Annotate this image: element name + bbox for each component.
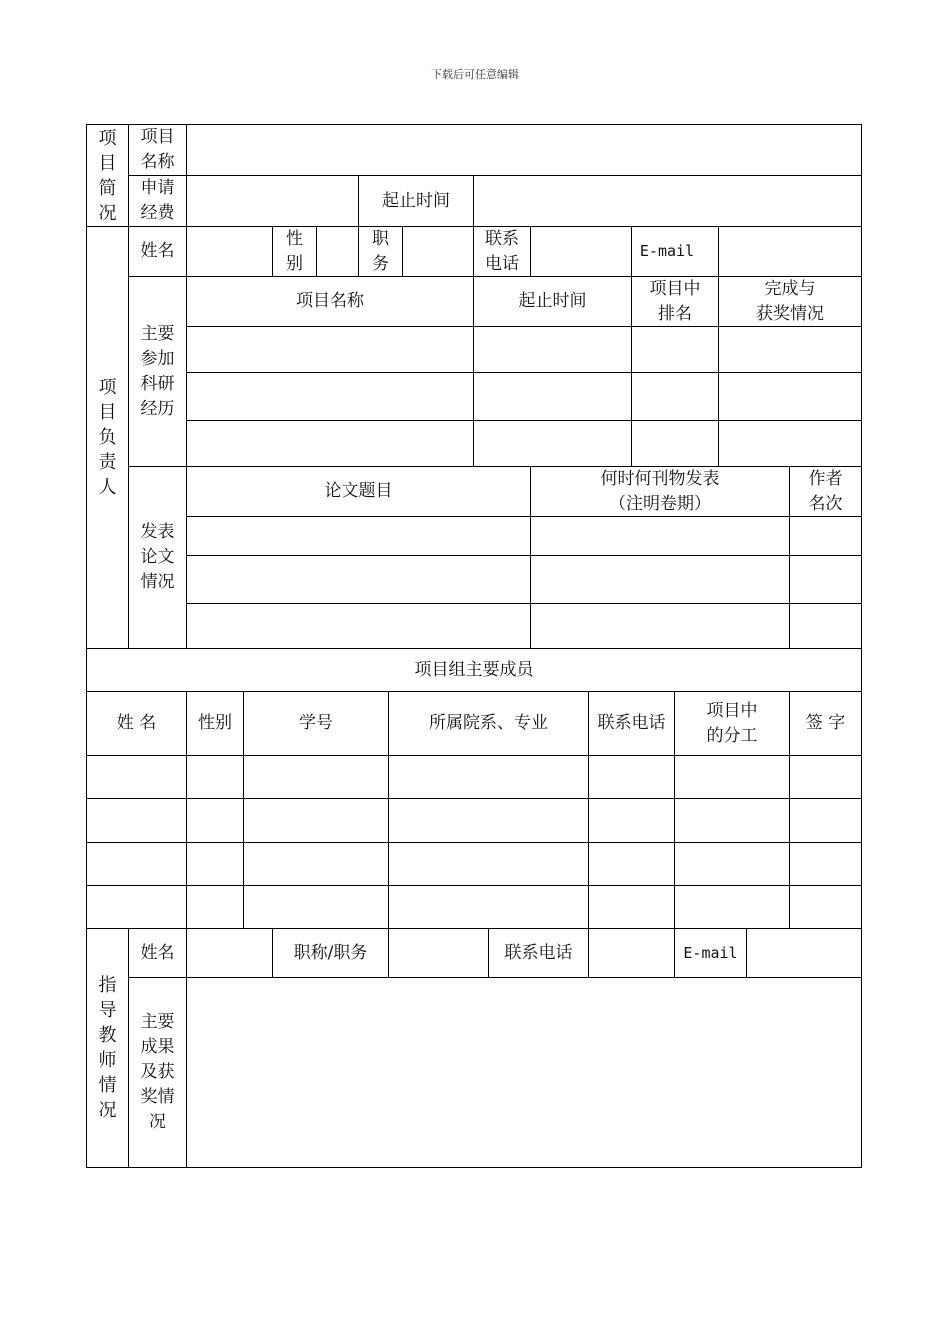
research-col-name: 项目名称 (296, 291, 364, 311)
member-row[interactable] (87, 843, 861, 885)
papers-label: 发表 论文 情况 (140, 522, 175, 592)
members-col-name: 姓 名 (116, 713, 157, 733)
advisor-title-label: 职称/职务 (293, 942, 368, 963)
leader-phone-label: 联系 电话 (485, 228, 519, 274)
research-row[interactable] (187, 421, 861, 466)
leader-name-label: 姓名 (140, 241, 175, 261)
research-row[interactable] (187, 327, 861, 372)
project-period-label: 起止时间 (382, 190, 450, 211)
overview-section-label: 项 目 简 况 (98, 127, 117, 224)
paper-row[interactable] (187, 517, 861, 555)
leader-gender-label: 性 别 (286, 228, 303, 274)
leader-email-label: E-mail (639, 242, 695, 260)
members-title: 项目组主要成员 (414, 659, 534, 680)
members-col-role: 项目中 的分工 (706, 700, 758, 746)
advisor-section-label: 指 导 教 师 情 况 (98, 975, 117, 1121)
funding-field[interactable] (187, 176, 358, 226)
member-row[interactable] (87, 799, 861, 842)
paper-row[interactable] (187, 556, 861, 603)
advisor-email-label: E-mail (683, 943, 738, 962)
members-col-phone: 联系电话 (597, 713, 666, 733)
leader-email-field[interactable] (719, 227, 861, 276)
members-col-sign: 签 字 (805, 713, 846, 733)
members-col-gender: 性别 (198, 713, 232, 733)
advisor-name-label: 姓名 (140, 942, 175, 963)
leader-position-label: 职 务 (372, 228, 389, 274)
member-row[interactable] (87, 756, 861, 798)
leader-phone-field[interactable] (531, 227, 631, 276)
header-note: 下载后可任意编辑 (431, 68, 519, 81)
members-col-id: 学号 (299, 713, 333, 733)
papers-col-rank: 作者 名次 (808, 468, 843, 514)
advisor-achievements-field[interactable] (187, 978, 861, 1167)
research-row[interactable] (187, 373, 861, 420)
advisor-achievements-label: 主要 成果 及获 奖情 况 (140, 1012, 175, 1132)
members-col-dept: 所属院系、专业 (429, 713, 548, 733)
advisor-title-field[interactable] (389, 929, 488, 977)
advisor-phone-field[interactable] (589, 929, 674, 977)
member-row[interactable] (87, 886, 861, 928)
leader-gender-field[interactable] (317, 227, 358, 276)
research-col-award: 完成与 获奖情况 (756, 278, 824, 324)
advisor-email-field[interactable] (747, 929, 861, 977)
research-label: 主要 参加 科研 经历 (140, 323, 175, 419)
paper-row[interactable] (187, 604, 861, 648)
advisor-phone-label: 联系电话 (504, 942, 573, 963)
leader-position-field[interactable] (403, 227, 473, 276)
papers-col-title: 论文题目 (324, 481, 393, 501)
leader-section-label: 项 目 负 责 人 (98, 377, 117, 498)
project-period-field[interactable] (474, 176, 861, 226)
project-name-field[interactable] (187, 125, 861, 175)
leader-name-field[interactable] (187, 227, 272, 276)
project-name-label: 项目 名称 (140, 127, 175, 172)
research-col-rank: 项目中 排名 (649, 278, 701, 324)
funding-label: 申请 经费 (140, 178, 175, 223)
research-col-period: 起止时间 (518, 291, 587, 311)
papers-col-journal: 何时何刊物发表 （注明卷期） (600, 468, 720, 514)
advisor-name-field[interactable] (187, 929, 272, 977)
